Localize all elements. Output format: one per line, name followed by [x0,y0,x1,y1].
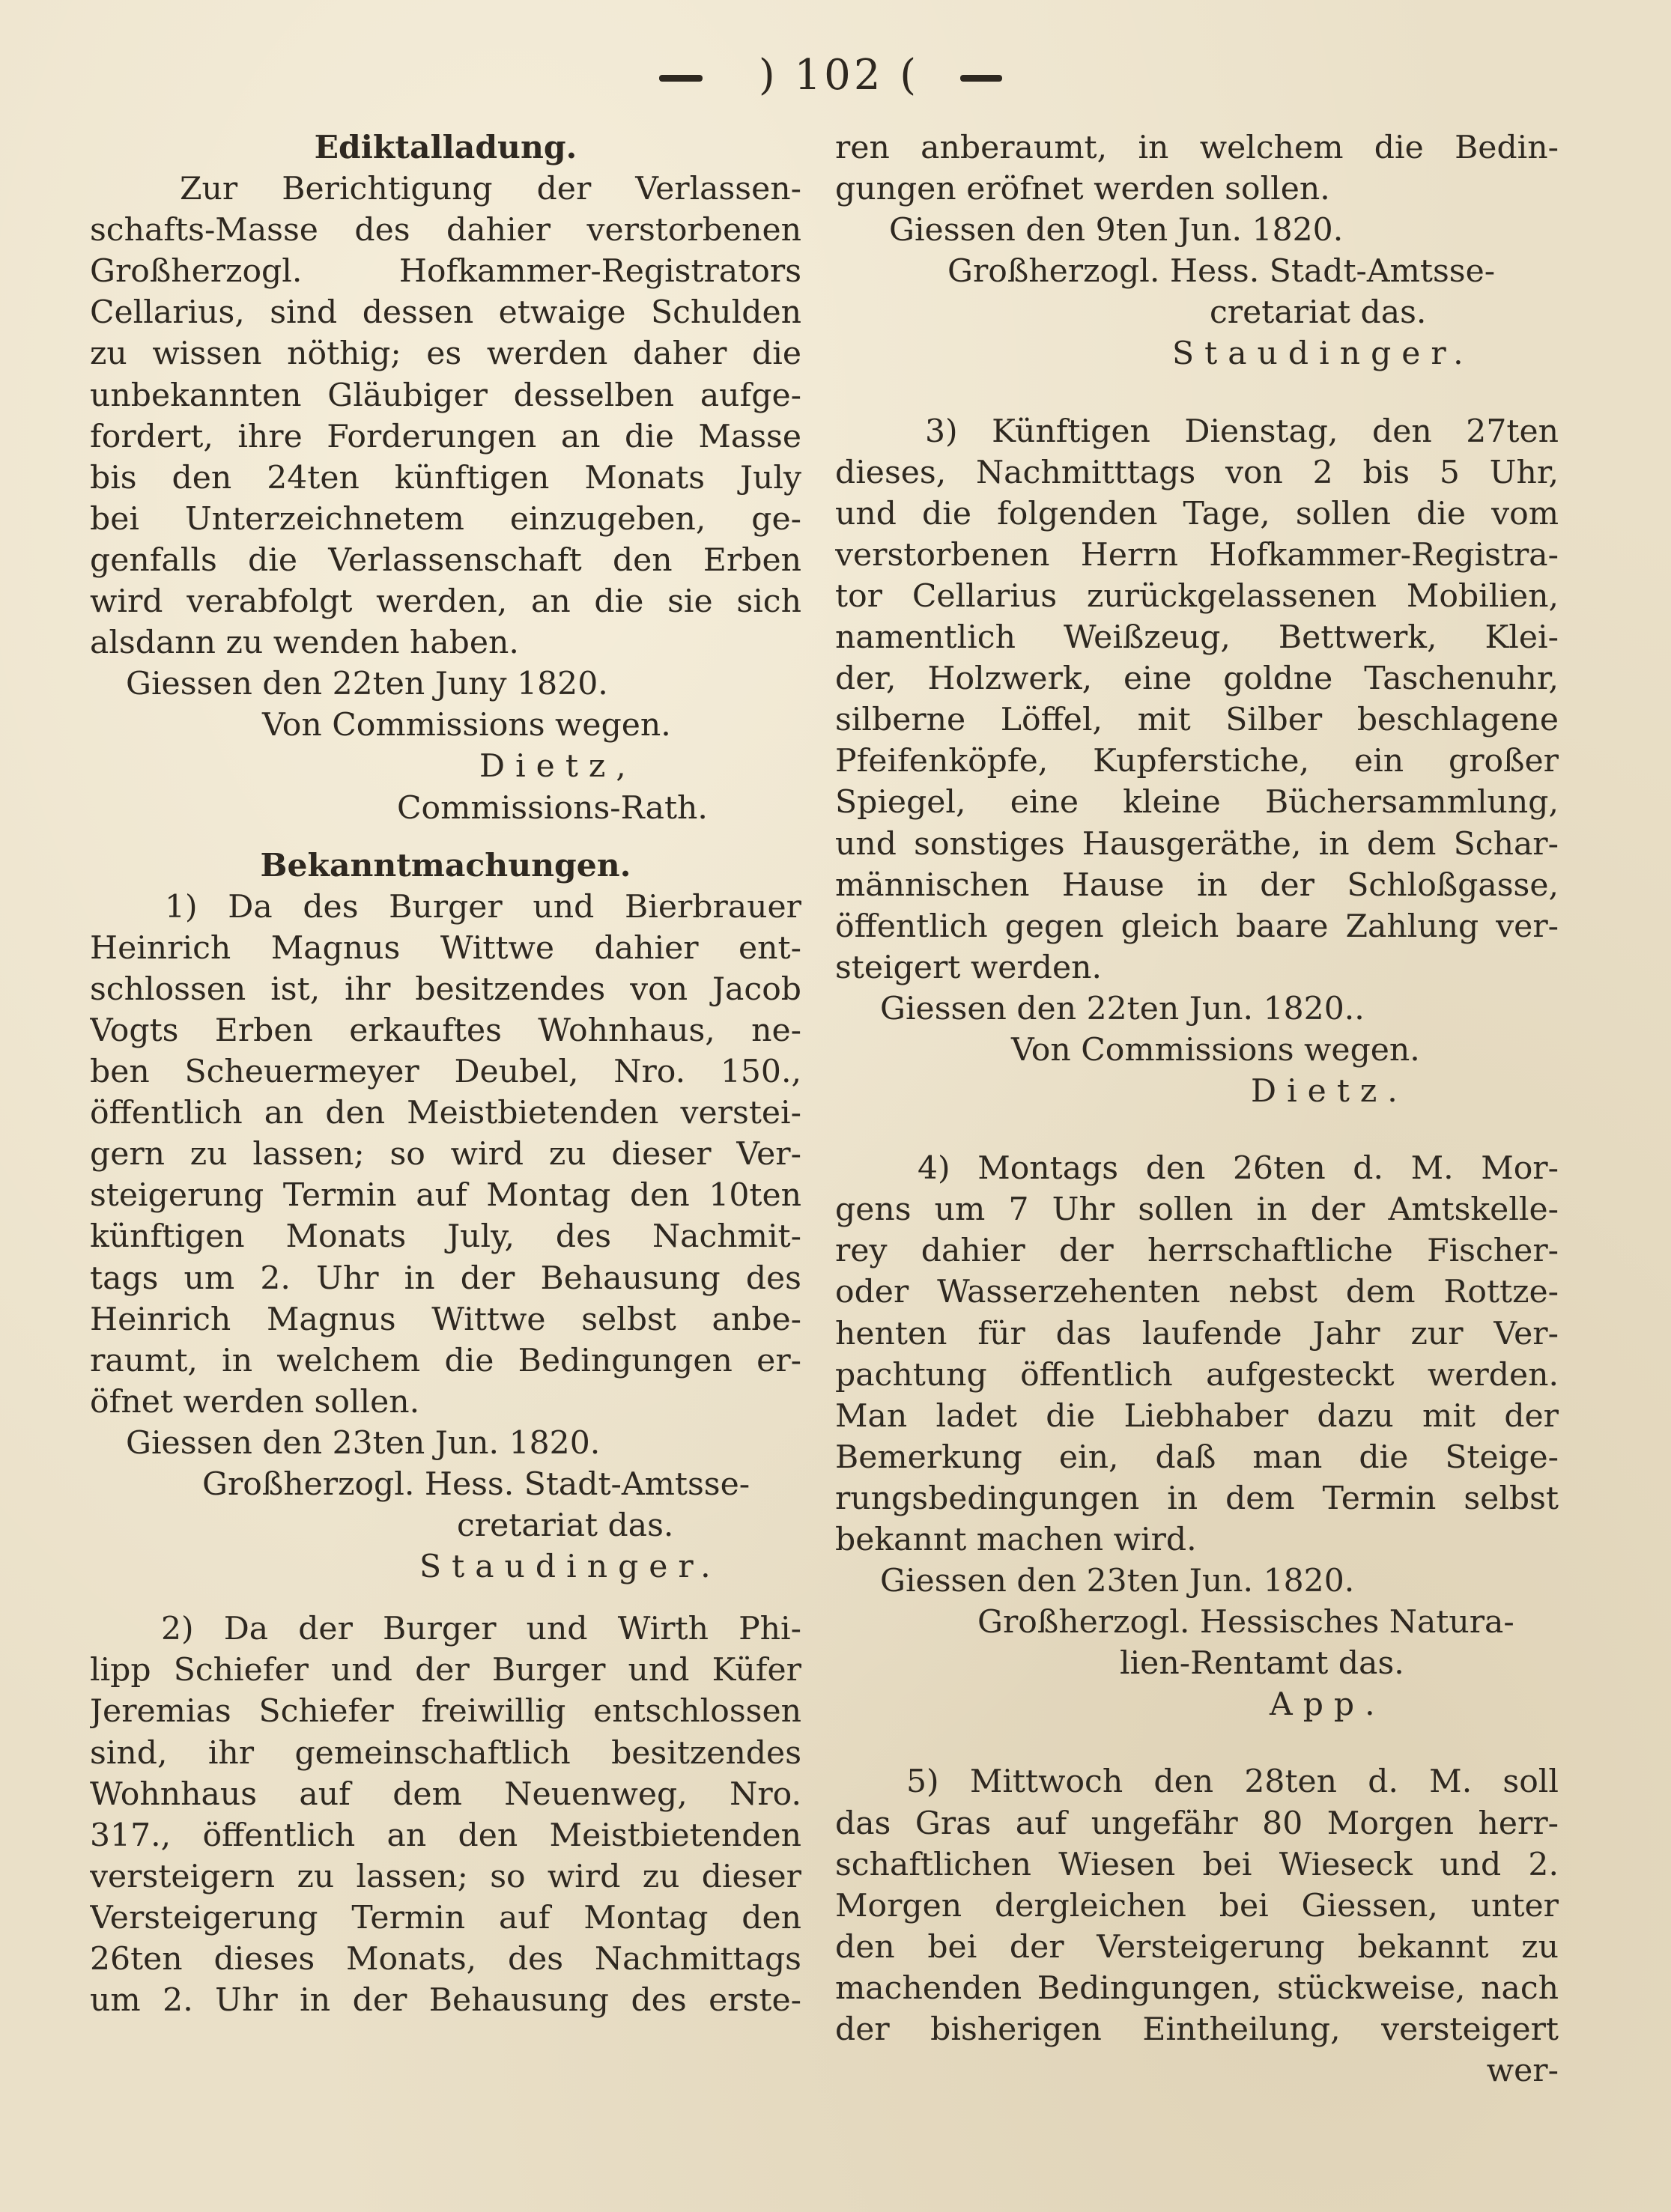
text-line: Jeremias Schiefer freiwillig entschlossen [90,1693,801,1731]
text-line: 26ten dieses Monats, des Nachmittags [90,1941,801,1978]
authority-line: Von Commissions wegen. [1011,1031,1420,1069]
catchword: wer- [1486,2053,1559,2090]
text-line: 2) Da der Burger und Wirth Phi- [161,1611,801,1648]
page-number: ) 102 ( [758,51,920,100]
text-line: Vogts Erben erkauftes Wohnhaus, ne- [90,1012,801,1049]
text-line: rungsbedingungen in dem Termin selbst [835,1480,1559,1517]
text-line: um 2. Uhr in der Behausung des erste- [90,1982,801,2020]
authority-line: Von Commissions wegen. [262,707,671,744]
text-line: rey dahier der herrschaftliche Fischer- [835,1233,1559,1270]
text-line: öfnet werden sollen. [90,1383,420,1421]
text-line: genfalls die Verlassenschaft den Erben [90,541,801,579]
header-dash-right [960,75,1002,82]
text-line: 1) Da des Burger und Bierbrauer [165,888,801,926]
signatory-name: App. [1270,1686,1386,1724]
authority-line: lien-Rentamt das. [1120,1645,1404,1683]
text-line: und die folgenden Tage, sollen die vom [835,495,1559,532]
text-line: unbekannten Gläubiger desselben aufge- [90,377,801,414]
authority-line: cretariat das. [457,1507,674,1545]
left-column [90,127,801,2021]
text-line: tags um 2. Uhr in der Behausung des [90,1260,801,1297]
text-line: bekannt machen wird. [835,1522,1197,1558]
text-line: Spiegel, eine kleine Büchersammlung, [835,784,1559,821]
text-line: Heinrich Magnus Wittwe selbst anbe- [90,1301,801,1338]
text-line: ben Scheuermeyer Deubel, Nro. 150., [90,1054,801,1091]
text-line: männischen Hause in der Schloßgasse, [835,866,1559,904]
text-line: sind, ihr gemeinschaftlich besitzendes [90,1734,801,1772]
text-line: ren anberaumt, in welchem die Bedin- [835,130,1559,166]
text-line: öffentlich an den Meistbietenden verstei- [90,1095,801,1132]
text-line: Wohnhaus auf dem Neuenweg, Nro. [90,1775,801,1813]
text-line: gern zu lassen; so wird zu dieser Ver- [90,1136,801,1173]
text-line: Pfeifenköpfe, Kupferstiche, ein großer [835,743,1559,780]
text-line: öffentlich gegen gleich baare Zahlung ver- [835,908,1559,945]
text-line: und sonstiges Hausgeräthe, in dem Schar- [835,825,1559,863]
text-line: Großherzogl. Hofkammer-Registrators [90,253,801,291]
text-line: schaftlichen Wiesen bei Wieseck und 2. [835,1846,1559,1883]
page-header [0,43,1671,103]
text-line: der, Holzwerk, eine goldne Taschenuhr, [835,660,1559,698]
text-line: gens um 7 Uhr sollen in der Amtskelle- [835,1191,1559,1229]
text-line: alsdann zu wenden haben. [90,625,519,662]
text-line: machenden Bedingungen, stückweise, nach [835,1969,1559,2007]
text-line: dieses, Nachmitttags von 2 bis 5 Uhr, [835,454,1559,491]
right-column [835,127,1559,2091]
text-line: schafts-Masse des dahier verstorbenen [90,212,801,249]
section-heading-ediktalladung: Ediktalladung. [314,129,577,166]
text-line: Morgen dergleichen bei Giessen, unter [835,1887,1559,1924]
text-line: schlossen ist, ihr besitzendes von Jacob [90,970,801,1008]
text-line: raumt, in welchem die Bedingungen er- [90,1342,801,1379]
text-line: tor Cellarius zurückgelassenen Mobilien, [835,577,1559,615]
text-line: Zur Berichtigung der Verlassen- [180,171,801,208]
text-line: verstorbenen Herrn Hofkammer-Registra- [835,536,1559,574]
signatory-name: Staudinger. [419,1549,721,1586]
signatory-name: Staudinger. [1172,335,1474,373]
authority-line: Großherzogl. Hessisches Natura- [977,1604,1514,1641]
dateline: Giessen den 22ten Jun. 1820.. [880,990,1365,1027]
text-line: der bisherigen Eintheilung, versteigert [835,2011,1559,2049]
text-line: Heinrich Magnus Wittwe dahier ent- [90,929,801,967]
authority-line: cretariat das. [1210,294,1427,332]
text-line: fordert, ihre Forderungen an die Masse [90,418,801,455]
authority-line: Großherzogl. Hess. Stadt-Amtsse- [202,1466,750,1503]
text-line: zu wissen nöthig; es werden daher die [90,335,801,373]
text-line: Versteigerung Termin auf Montag den [90,1899,801,1936]
text-line: 4) Montags den 26ten d. M. Mor- [918,1150,1559,1188]
text-line: steigert werden. [835,949,1102,986]
text-line: 3) Künftigen Dienstag, den 27ten [925,413,1559,450]
text-line: 317., öffentlich an den Meistbietenden [90,1817,801,1854]
text-line: den bei der Versteigerung bekannt zu [835,1928,1559,1966]
text-line: silberne Löffel, mit Silber beschlagene [835,702,1559,739]
text-line: bis den 24ten künftigen Monats July [90,459,801,496]
text-line: Cellarius, sind dessen etwaige Schulden [90,294,801,332]
header-dash-left [659,75,703,82]
text-line: 5) Mittwoch den 28ten d. M. soll [906,1763,1559,1801]
text-line: gungen eröfnet werden sollen. [835,171,1330,208]
signatory-title: Commissions-Rath. [397,789,708,827]
dateline: Giessen den 22ten Juny 1820. [126,666,608,703]
signatory-name: Dietz, [479,748,637,786]
dateline: Giessen den 9ten Jun. 1820. [889,212,1344,249]
section-heading-bekanntmachungen: Bekanntmachungen. [260,846,631,884]
text-line: versteigern zu lassen; so wird zu dieser [90,1858,801,1895]
dateline: Giessen den 23ten Jun. 1820. [126,1424,601,1462]
text-line: bei Unterzeichnetem einzugeben, ge- [90,500,801,538]
text-line: Bemerkung ein, daß man die Steige- [835,1438,1559,1476]
text-line: pachtung öffentlich aufgesteckt werden. [835,1356,1559,1394]
signatory-name: Dietz. [1251,1073,1408,1110]
text-line: das Gras auf ungefähr 80 Morgen herr- [835,1805,1559,1842]
text-line: wird verabfolgt werden, an die sie sich [90,583,801,621]
text-line: lipp Schiefer und der Burger und Küfer [90,1652,801,1689]
text-line: namentlich Weißzeug, Bettwerk, Klei- [835,619,1559,657]
text-line: henten für das laufende Jahr zur Ver- [835,1315,1559,1352]
text-line: oder Wasserzehenten nebst dem Rottze- [835,1274,1559,1311]
text-line: Man ladet die Liebhaber dazu mit der [835,1397,1559,1435]
dateline: Giessen den 23ten Jun. 1820. [880,1563,1355,1600]
text-line: künftigen Monats July, des Nachmit- [90,1218,801,1256]
text-line: steigerung Termin auf Montag den 10ten [90,1177,801,1215]
authority-line: Großherzogl. Hess. Stadt-Amtsse- [947,253,1496,291]
